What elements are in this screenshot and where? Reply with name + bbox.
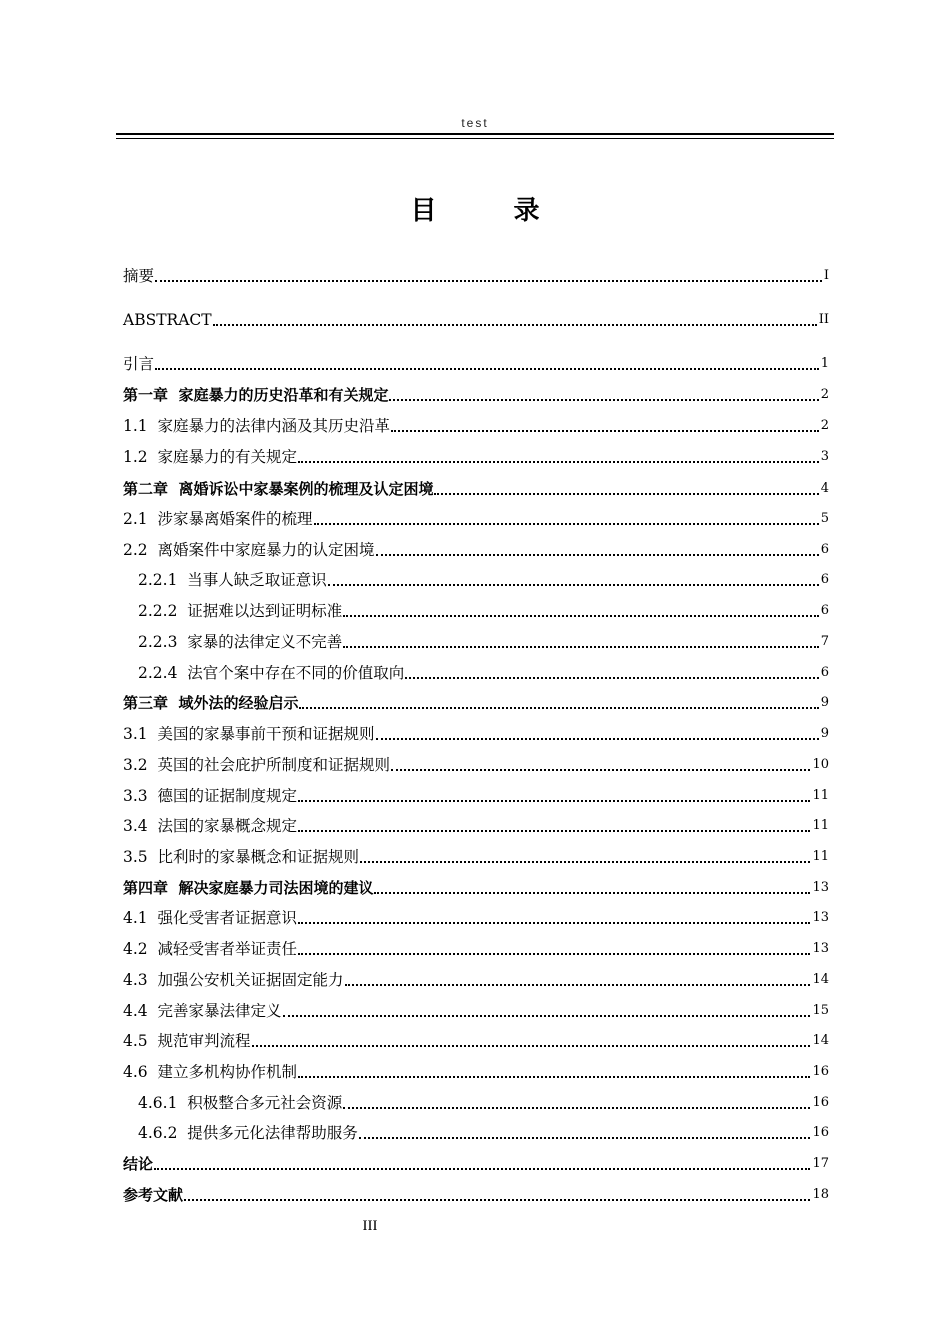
- toc-entry-page: I: [823, 268, 829, 283]
- toc-entry[interactable]: [123, 383, 829, 405]
- dot-leader: [184, 1199, 810, 1201]
- toc-entry-page: 6: [820, 572, 829, 587]
- toc-entry[interactable]: [123, 264, 829, 286]
- toc-entry-label: 第一章 家庭暴力的历史沿革和有关规定: [123, 386, 389, 404]
- dot-leader: [298, 1076, 810, 1078]
- toc-entry-label: 第二章 离婚诉讼中家暴案例的梳理及认定困境: [123, 480, 434, 498]
- dot-leader: [359, 1137, 811, 1139]
- dot-leader: [252, 1045, 811, 1047]
- toc-entry-label: 4.5 规范审判流程: [123, 1032, 251, 1050]
- toc-entry[interactable]: [123, 814, 829, 836]
- toc-entry-page: 14: [812, 1033, 829, 1048]
- toc-entry[interactable]: [123, 722, 829, 744]
- toc-entry[interactable]: [138, 661, 829, 683]
- toc-entry-label: 3.1 美国的家暴事前干预和证据规则: [123, 725, 375, 743]
- toc-entry-label: 摘要: [123, 267, 155, 285]
- toc-entry-page: 9: [820, 695, 829, 710]
- toc-entry-page: 3: [820, 449, 829, 464]
- toc-entry-page: 6: [820, 542, 829, 557]
- dot-leader: [155, 280, 822, 282]
- page-title: 目 录: [410, 196, 574, 226]
- toc-entry-label: 第三章 域外法的经验启示: [123, 694, 299, 712]
- toc-entry-label: 4.6 建立多机构协作机制: [123, 1063, 298, 1081]
- toc-entry[interactable]: [123, 876, 829, 898]
- toc-entry[interactable]: [123, 1183, 829, 1205]
- toc-entry[interactable]: [123, 1152, 829, 1174]
- toc-entry-page: 13: [812, 880, 829, 895]
- dot-leader: [298, 922, 810, 924]
- toc-entry-label: 2.1 涉家暴离婚案件的梳理: [123, 510, 313, 528]
- toc-entry-page: 16: [812, 1064, 829, 1079]
- toc-entry[interactable]: [123, 477, 829, 499]
- toc-entry[interactable]: [123, 691, 829, 713]
- toc-entry-label: 2.2.3 家暴的法律定义不完善: [138, 633, 343, 651]
- dot-leader: [314, 523, 819, 525]
- toc-entry-label: 结论: [123, 1155, 154, 1173]
- toc-entry[interactable]: [138, 1091, 829, 1113]
- toc-entry-page: 1: [820, 356, 829, 371]
- dot-leader: [345, 984, 811, 986]
- toc-entry-page: 5: [820, 511, 829, 526]
- toc-entry-label: 4.1 强化受害者证据意识: [123, 909, 298, 927]
- toc-entry-page: 2: [820, 387, 829, 402]
- toc-entry-label: 3.3 德国的证据制度规定: [123, 787, 298, 805]
- dot-leader: [283, 1015, 811, 1017]
- toc-entry[interactable]: [123, 414, 829, 436]
- toc-entry-page: 11: [812, 849, 829, 864]
- dot-leader: [328, 584, 819, 586]
- toc-entry-label: 4.2 减轻受害者举证责任: [123, 940, 298, 958]
- toc-entry[interactable]: [138, 1121, 829, 1143]
- toc-entry-label: 4.6.1 积极整合多元社会资源: [138, 1094, 343, 1112]
- toc-entry[interactable]: [123, 906, 829, 928]
- toc-entry-page: 13: [812, 941, 829, 956]
- toc-entry-page: 18: [812, 1187, 829, 1202]
- dot-leader: [213, 324, 817, 326]
- toc-entry-page: 2: [820, 418, 829, 433]
- toc-entry-page: 15: [812, 1003, 829, 1018]
- toc-entry-page: 6: [820, 603, 829, 618]
- toc-entry-page: 11: [812, 818, 829, 833]
- dot-leader: [154, 1168, 810, 1170]
- dot-leader: [298, 953, 810, 955]
- dot-leader: [389, 399, 818, 401]
- toc-entry-page: 7: [820, 634, 829, 649]
- running-header: test: [461, 116, 489, 130]
- toc-entry-label: 4.4 完善家暴法律定义: [123, 1002, 282, 1020]
- toc-entry-label: 1.2 家庭暴力的有关规定: [123, 448, 298, 466]
- dot-leader: [391, 769, 810, 771]
- toc-entry-page: 9: [820, 726, 829, 741]
- toc-entry-label: 2.2.1 当事人缺乏取证意识: [138, 571, 327, 589]
- toc-entry[interactable]: [138, 568, 829, 590]
- toc-entry[interactable]: [123, 937, 829, 959]
- dot-leader: [376, 738, 819, 740]
- page-number-footer: III: [362, 1218, 378, 1234]
- toc-entry[interactable]: [123, 753, 829, 775]
- toc-entry-label: 3.5 比利时的家暴概念和证据规则: [123, 848, 360, 866]
- toc-entry-page: 14: [812, 972, 829, 987]
- toc-entry-label: 1.1 家庭暴力的法律内涵及其历史沿革: [123, 417, 391, 435]
- toc-entry-label: 2.2.2 证据难以达到证明标准: [138, 602, 343, 620]
- dot-leader: [343, 1107, 810, 1109]
- toc-entry[interactable]: [123, 968, 829, 990]
- dot-leader: [298, 800, 810, 802]
- dot-leader: [343, 615, 818, 617]
- toc-entry-label: 4.6.2 提供多元化法律帮助服务: [138, 1124, 358, 1142]
- toc-entry-label: 2.2 离婚案件中家庭暴力的认定困境: [123, 541, 375, 559]
- toc-entry-label: 引言: [123, 355, 155, 373]
- dot-leader: [343, 646, 818, 648]
- dot-leader: [391, 430, 819, 432]
- dot-leader: [405, 677, 818, 679]
- toc-entry-page: II: [818, 312, 829, 327]
- toc-entry-page: 17: [812, 1156, 829, 1171]
- toc-entry[interactable]: [123, 308, 829, 330]
- dot-leader: [374, 892, 810, 894]
- toc-entry-page: 6: [820, 665, 829, 680]
- toc-entry-page: 10: [812, 757, 829, 772]
- toc-entry[interactable]: [123, 507, 829, 529]
- toc-entry[interactable]: [123, 784, 829, 806]
- toc-entry[interactable]: [123, 1029, 829, 1051]
- dot-leader: [298, 461, 819, 463]
- toc-entry-label: 3.2 英国的社会庇护所制度和证据规则: [123, 756, 391, 774]
- dot-leader: [299, 707, 818, 709]
- dot-leader: [376, 554, 819, 556]
- toc-entry-label: 3.4 法国的家暴概念规定: [123, 817, 298, 835]
- table-of-contents: [123, 0, 829, 1344]
- dot-leader: [155, 368, 819, 370]
- toc-entry-label: 2.2.4 法官个案中存在不同的价值取向: [138, 664, 405, 682]
- toc-entry-label: ABSTRACT: [123, 311, 212, 329]
- toc-entry-page: 11: [812, 788, 829, 803]
- toc-entry[interactable]: [123, 999, 829, 1021]
- toc-entry[interactable]: [123, 445, 829, 467]
- dot-leader: [298, 830, 810, 832]
- toc-entry-page: 16: [812, 1095, 829, 1110]
- dot-leader: [434, 493, 818, 495]
- toc-entry[interactable]: [123, 538, 829, 560]
- toc-entry[interactable]: [138, 630, 829, 652]
- toc-entry-page: 4: [820, 481, 829, 496]
- toc-entry[interactable]: [123, 352, 829, 374]
- toc-entry[interactable]: [123, 1060, 829, 1082]
- toc-entry-label: 4.3 加强公安机关证据固定能力: [123, 971, 344, 989]
- toc-entry-page: 13: [812, 910, 829, 925]
- toc-entry[interactable]: [123, 845, 829, 867]
- toc-entry-label: 第四章 解决家庭暴力司法困境的建议: [123, 879, 374, 897]
- dot-leader: [360, 861, 810, 863]
- toc-entry-page: 16: [812, 1125, 829, 1140]
- toc-entry[interactable]: [138, 599, 829, 621]
- toc-entry-label: 参考文献: [123, 1186, 184, 1204]
